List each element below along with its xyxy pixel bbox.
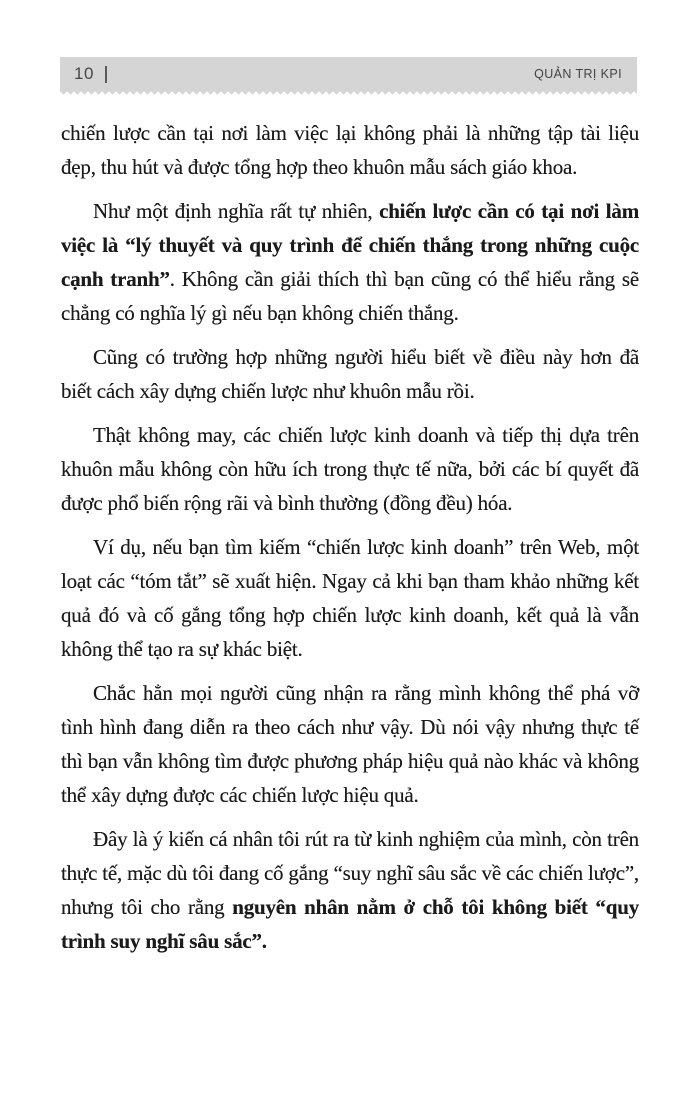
text-run: Cũng có trường hợp những người hiểu biết về điều này hơn đã biết cách xây dựng chiến lược như khuôn mẫu rồi. bbox=[61, 345, 639, 403]
paragraph bbox=[61, 194, 639, 330]
text-run: Thật không may, các chiến lược kinh doanh và tiếp thị dựa trên khuôn mẫu không còn hữu ích trong thực tế nữa, bởi các bí quyết đã được phổ biến rộng rãi và bình thường (đồng đều) hóa. bbox=[61, 423, 639, 515]
header-left-group bbox=[74, 64, 107, 84]
paragraph bbox=[61, 530, 639, 666]
text-run: . Không cần giải thích thì bạn cũng có thể hiểu rằng sẽ chẳng có nghĩa lý gì nếu bạn không chiến thắng. bbox=[61, 267, 639, 325]
paragraph bbox=[61, 418, 639, 520]
header-divider bbox=[105, 66, 107, 83]
book-title: QUẢN TRỊ KPI bbox=[534, 67, 622, 81]
bold-text-run: chiến lược cần có tại nơi làm việc là “lý thuyết và quy trình để chiến thắng trong những cuộc cạnh tranh” bbox=[61, 199, 639, 291]
text-run: Ví dụ, nếu bạn tìm kiếm “chiến lược kinh doanh” trên Web, một loạt các “tóm tắt” sẽ xuất hiện. Ngay cả khi bạn tham khảo những kết quả đó và cố gắng tổng hợp chiến lược kinh doanh, kết quả là vẫn không thể tạo ra sự khác biệt. bbox=[61, 535, 639, 661]
paragraph bbox=[61, 340, 639, 408]
text-run: Đây là ý kiến cá nhân tôi rút ra từ kinh nghiệm của mình, còn trên thực tế, mặc dù tôi đang cố gắng “suy nghĩ sâu sắc về các chiến lược”, nhưng tôi cho rằng bbox=[61, 827, 639, 919]
text-run: chiến lược cần tại nơi làm việc lại không phải là những tập tài liệu đẹp, thu hút và được tổng hợp theo khuôn mẫu sách giáo khoa. bbox=[61, 121, 639, 179]
paragraph bbox=[61, 822, 639, 958]
text-run: Như một định nghĩa rất tự nhiên, bbox=[93, 199, 380, 223]
paragraph bbox=[61, 116, 639, 184]
running-header bbox=[60, 57, 637, 91]
body-text-block bbox=[61, 116, 639, 968]
text-run: Chắc hẳn mọi người cũng nhận ra rằng mình không thể phá vỡ tình hình đang diễn ra theo cách như vậy. Dù nói vậy nhưng thực tế thì bạn vẫn không tìm được phương pháp hiệu quả nào khác và không thể xây dựng được các chiến lược hiệu quả. bbox=[61, 681, 639, 807]
paragraph bbox=[61, 676, 639, 812]
page-number: 10 bbox=[74, 64, 94, 83]
bold-text-run: nguyên nhân nằm ở chỗ tôi không biết “quy trình suy nghĩ sâu sắc”. bbox=[61, 895, 639, 953]
